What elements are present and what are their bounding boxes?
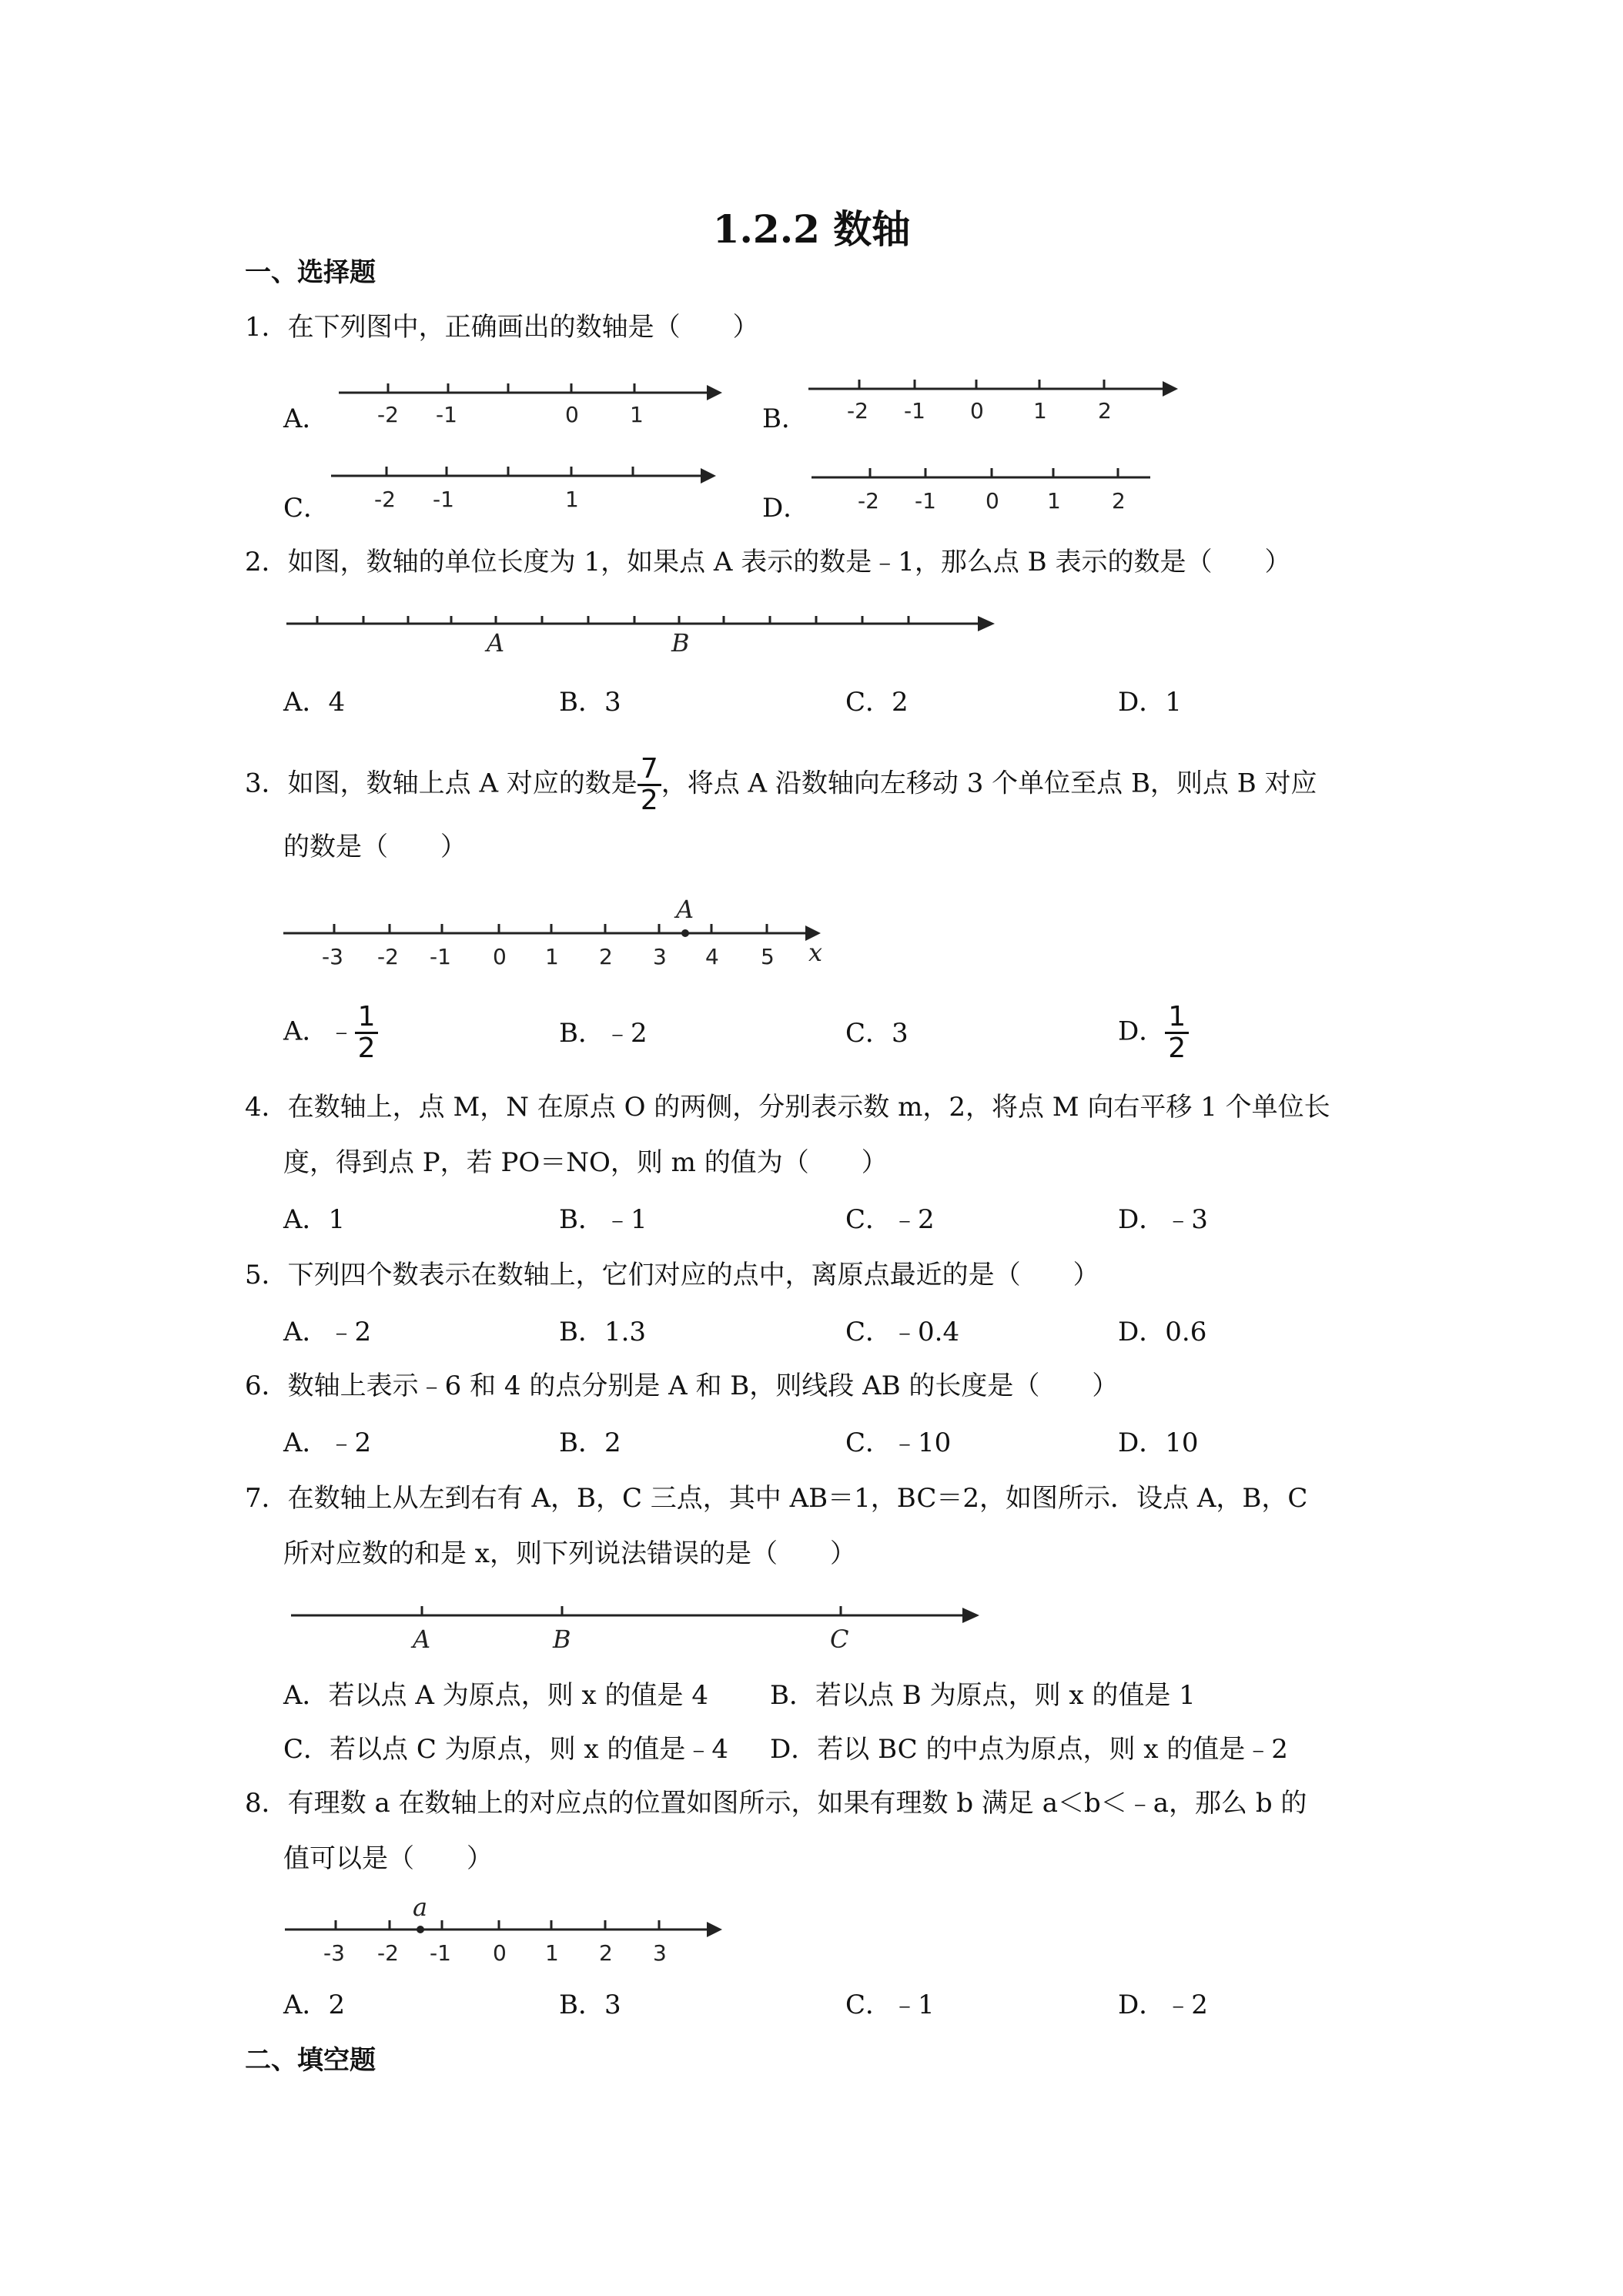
q1b-label: -1 [904,398,925,423]
q8-stem-line1: 8．有理数 a 在数轴上的对应点的位置如图所示，如果有理数 b 满足 a＜b＜﹣a，那么 b 的 [245,1788,1307,1819]
q1b-label: 0 [970,398,984,423]
q1d-label: 2 [1112,488,1126,514]
q8-point-a-dot [417,1926,424,1933]
q7-stem-line1: 7．在数轴上从左到右有 A，B，C 三点，其中 AB＝1，BC＝2，如图所示．设点 A，B，C [245,1483,1308,1514]
q7-option-b[interactable]: B．若以点 B 为原点，则 x 的值是 1 [770,1680,1196,1711]
q5-stem: 5．下列四个数表示在数轴上，它们对应的点中，离原点最近的是（ ） [245,1260,1099,1290]
q3-option-b[interactable]: B．﹣2 [559,1018,648,1049]
q3-axis-label: -2 [377,944,399,969]
q7-stem-line2: 所对应数的和是 x，则下列说法错误的是（ ） [283,1538,856,1569]
q8-axis-label: 0 [493,1940,507,1966]
q3-stem-line2: 的数是（ ） [283,832,467,862]
q1-stem: 1．在下列图中，正确画出的数轴是（ ） [245,312,759,343]
q1b-label: -2 [847,398,868,423]
q4-option-c[interactable]: C．﹣2 [845,1204,935,1235]
q1c-label: 1 [565,487,579,512]
q3-axis-label: 1 [545,944,559,969]
q7-option-c[interactable]: C．若以点 C 为原点，则 x 的值是﹣4 [283,1734,729,1765]
q3-axis-label: -3 [322,944,343,969]
q1c-label: -2 [374,487,396,512]
section-choice-heading: 一、选择题 [245,257,376,288]
q6-option-a[interactable]: A．﹣2 [283,1427,372,1458]
q8-axis [285,1893,722,1966]
q8-axis-label: 2 [599,1940,613,1966]
q3-option-d[interactable]: D． $\frac{1}{2}$ [1118,1002,1189,1063]
q1d-label: 1 [1047,488,1061,514]
q8-point-a: a [413,1893,428,1922]
q1d-label: -1 [915,488,936,514]
q5-option-d[interactable]: D．0.6 [1118,1317,1207,1347]
q2-option-d[interactable]: D．1 [1118,687,1182,718]
q8-axis-label: -2 [377,1940,399,1966]
q7-option-a[interactable]: A．若以点 A 为原点，则 x 的值是 4 [283,1680,708,1711]
q1-axis-d [812,468,1150,514]
q3-axis-label: 5 [761,944,775,969]
q2-axis [286,616,995,658]
q8-axis-label: -3 [323,1940,345,1966]
q1-option-label-a[interactable]: A． [283,403,329,434]
q4-option-b[interactable]: B．﹣1 [559,1204,648,1235]
q7-point-a: A [413,1625,431,1654]
q1-axis-c [331,467,716,512]
q8-option-a[interactable]: A．2 [283,1990,346,2020]
q3-axis-label: 0 [493,944,507,969]
q1a-label: -2 [377,402,399,427]
q3-point-a-dot [681,929,689,937]
q8-stem-line2: 值可以是（ ） [283,1843,493,1874]
q3-axis-label: 3 [653,944,667,969]
q1b-label: 2 [1098,398,1112,423]
q1a-label: 0 [565,402,579,427]
q8-option-b[interactable]: B．3 [559,1990,621,2020]
q1-option-label-c[interactable]: C． [283,493,330,524]
q6-option-b[interactable]: B．2 [559,1427,621,1458]
q3-axis-label: -1 [430,944,451,969]
q5-option-c[interactable]: C．﹣0.4 [845,1317,960,1347]
q4-option-d[interactable]: D．﹣3 [1118,1204,1208,1235]
q8-option-d[interactable]: D．﹣2 [1118,1990,1208,2020]
q8-option-c[interactable]: C．﹣1 [845,1990,935,2020]
q1-axis-b [808,380,1178,423]
q1a-label: -1 [436,402,457,427]
q3-axis [283,895,822,969]
q5-option-b[interactable]: B．1.3 [559,1317,647,1347]
q3-axis-var: x [808,938,823,967]
q1-axis-a [339,383,722,427]
q7-option-d[interactable]: D．若以 BC 的中点为原点，则 x 的值是﹣2 [770,1734,1288,1765]
q2-option-b[interactable]: B．3 [559,687,621,718]
q3-axis-label: 2 [599,944,613,969]
q6-option-c[interactable]: C．﹣10 [845,1427,952,1458]
q3-fraction: $\frac{7}{2}$ [637,755,661,815]
q4-option-a[interactable]: A．1 [283,1204,346,1235]
q1b-label: 1 [1033,398,1047,423]
q3-point-a: A [676,895,694,924]
q1d-label: 0 [986,488,999,514]
q1c-label: -1 [433,487,454,512]
q8-axis-label: -1 [430,1940,451,1966]
q2-option-a[interactable]: A．4 [283,687,346,718]
q3-option-c[interactable]: C．3 [845,1018,909,1049]
q6-option-d[interactable]: D．10 [1118,1427,1199,1458]
q7-axis [291,1606,979,1654]
q2-stem: 2．如图，数轴的单位长度为 1，如果点 A 表示的数是﹣1，那么点 B 表示的数是（ ） [245,547,1291,577]
q5-option-a[interactable]: A．﹣2 [283,1317,372,1347]
q1-option-label-d[interactable]: D． [762,493,810,524]
q6-stem: 6．数轴上表示﹣6 和 4 的点分别是 A 和 B，则线段 AB 的长度是（ ） [245,1371,1119,1401]
q1a-label: 1 [630,402,644,427]
q8-axis-label: 3 [653,1940,667,1966]
q7-point-b: B [553,1625,571,1654]
q1-option-label-b[interactable]: B． [762,403,808,434]
q4-stem-line2: 度，得到点 P，若 PO＝NO，则 m 的值为（ ） [283,1147,888,1178]
q2-point-b: B [671,628,690,658]
page-title: 1.2.2 数轴 [712,206,911,252]
q2-option-c[interactable]: C．2 [845,687,909,718]
section-fill-heading: 二、填空题 [245,2045,376,2076]
q7-point-c: C [830,1625,849,1654]
q8-axis-label: 1 [545,1940,559,1966]
q3-axis-label: 4 [705,944,719,969]
q4-stem-line1: 4．在数轴上，点 M，N 在原点 O 的两侧，分别表示数 m，2，将点 M 向右平移 1 个单位长 [245,1092,1330,1123]
q2-point-a: A [487,628,505,658]
q3-option-a[interactable]: A．﹣ $\frac{1}{2}$ [283,1002,378,1063]
q3-stem-line1: 3．如图，数轴上点 A 对应的数是 $\frac{7}{2}$ ，将点 A 沿数轴向左移动 3 个单位至点 B，则点 B 对应 [245,753,1317,816]
q1d-label: -2 [858,488,879,514]
